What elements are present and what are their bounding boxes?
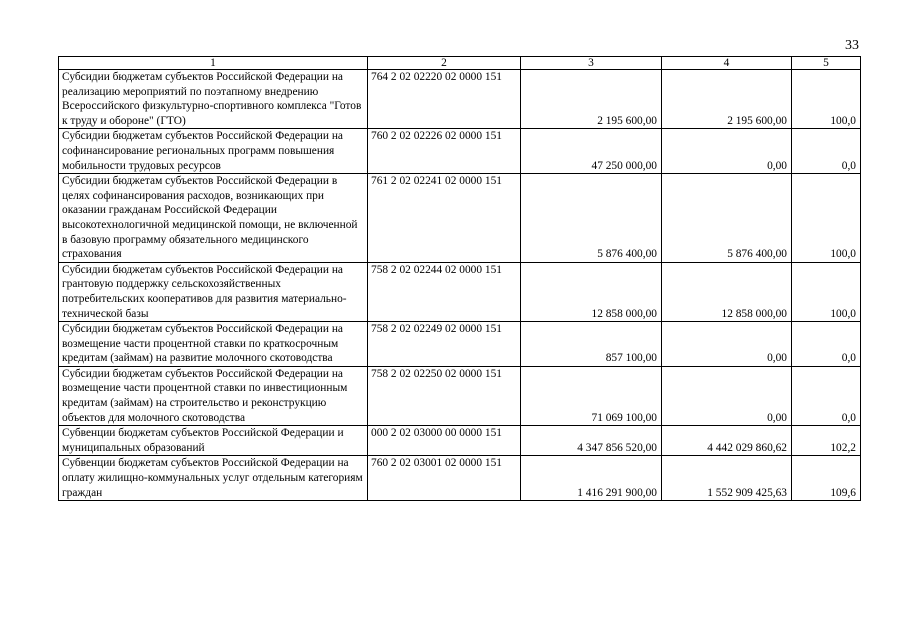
row-plan: 47 250 000,00 (521, 129, 662, 174)
row-percent: 100,0 (792, 70, 861, 129)
row-actual: 0,00 (662, 322, 792, 367)
row-code: 758 2 02 02244 02 0000 151 (368, 262, 521, 321)
row-code: 758 2 02 02249 02 0000 151 (368, 322, 521, 367)
row-name: Субсидии бюджетам субъектов Российской Федерации на реализацию мероприятий по поэтапному внедрению Всероссийского физкультурно-спортивного комплекса "Готов к труду и обороне" (ГТО) (59, 70, 368, 129)
row-percent: 100,0 (792, 174, 861, 263)
column-header: 5 (792, 57, 861, 70)
row-code: 761 2 02 02241 02 0000 151 (368, 174, 521, 263)
row-actual: 5 876 400,00 (662, 174, 792, 263)
row-code: 000 2 02 03000 00 0000 151 (368, 426, 521, 456)
row-actual: 1 552 909 425,63 (662, 456, 792, 501)
table-row (59, 70, 861, 129)
row-actual: 0,00 (662, 366, 792, 425)
row-actual: 4 442 029 860,62 (662, 426, 792, 456)
header-row (59, 57, 861, 70)
row-plan: 12 858 000,00 (521, 262, 662, 321)
row-code: 760 2 02 02226 02 0000 151 (368, 129, 521, 174)
row-percent: 109,6 (792, 456, 861, 501)
row-name: Субсидии бюджетам субъектов Российской Федерации на грантовую поддержку сельскохозяйственных потребительских кооперативов для развития материально-технической базы (59, 262, 368, 321)
row-code: 764 2 02 02220 02 0000 151 (368, 70, 521, 129)
row-code: 758 2 02 02250 02 0000 151 (368, 366, 521, 425)
row-code: 760 2 02 03001 02 0000 151 (368, 456, 521, 501)
column-header: 1 (59, 57, 368, 70)
table-row (59, 426, 861, 456)
page-number: 33 (845, 38, 859, 53)
row-name: Субсидии бюджетам субъектов Российской Федерации на софинансирование региональных программ повышения мобильности трудовых ресурсов (59, 129, 368, 174)
row-actual: 12 858 000,00 (662, 262, 792, 321)
row-name: Субвенции бюджетам субъектов Российской Федерации на оплату жилищно-коммунальных услуг отдельным категориям граждан (59, 456, 368, 501)
row-plan: 1 416 291 900,00 (521, 456, 662, 501)
row-name: Субсидии бюджетам субъектов Российской Федерации в целях софинансирования расходов, возникающих при оказании гражданам Российской Федерации высокотехнологичной медицинской помощи, не включенной в базовую программу обязательного медицинского страхования (59, 174, 368, 263)
table-row (59, 129, 861, 174)
row-percent: 0,0 (792, 129, 861, 174)
row-plan: 857 100,00 (521, 322, 662, 367)
row-name: Субсидии бюджетам субъектов Российской Федерации на возмещение части процентной ставки по инвестиционным кредитам (займам) на строительство и реконструкцию объектов для молочного скотоводства (59, 366, 368, 425)
budget-table (58, 56, 861, 501)
row-name: Субсидии бюджетам субъектов Российской Федерации на возмещение части процентной ставки по краткосрочным кредитам (займам) на развитие молочного скотоводства (59, 322, 368, 367)
table-row (59, 174, 861, 263)
table-row (59, 456, 861, 501)
row-plan: 4 347 856 520,00 (521, 426, 662, 456)
column-header: 4 (662, 57, 792, 70)
row-plan: 71 069 100,00 (521, 366, 662, 425)
column-header: 2 (368, 57, 521, 70)
row-actual: 0,00 (662, 129, 792, 174)
row-percent: 0,0 (792, 322, 861, 367)
column-header: 3 (521, 57, 662, 70)
table-row (59, 322, 861, 367)
row-percent: 102,2 (792, 426, 861, 456)
table-row (59, 366, 861, 425)
row-plan: 5 876 400,00 (521, 174, 662, 263)
table-row (59, 262, 861, 321)
row-percent: 0,0 (792, 366, 861, 425)
row-actual: 2 195 600,00 (662, 70, 792, 129)
row-plan: 2 195 600,00 (521, 70, 662, 129)
row-name: Субвенции бюджетам субъектов Российской Федерации и муниципальных образований (59, 426, 368, 456)
row-percent: 100,0 (792, 262, 861, 321)
